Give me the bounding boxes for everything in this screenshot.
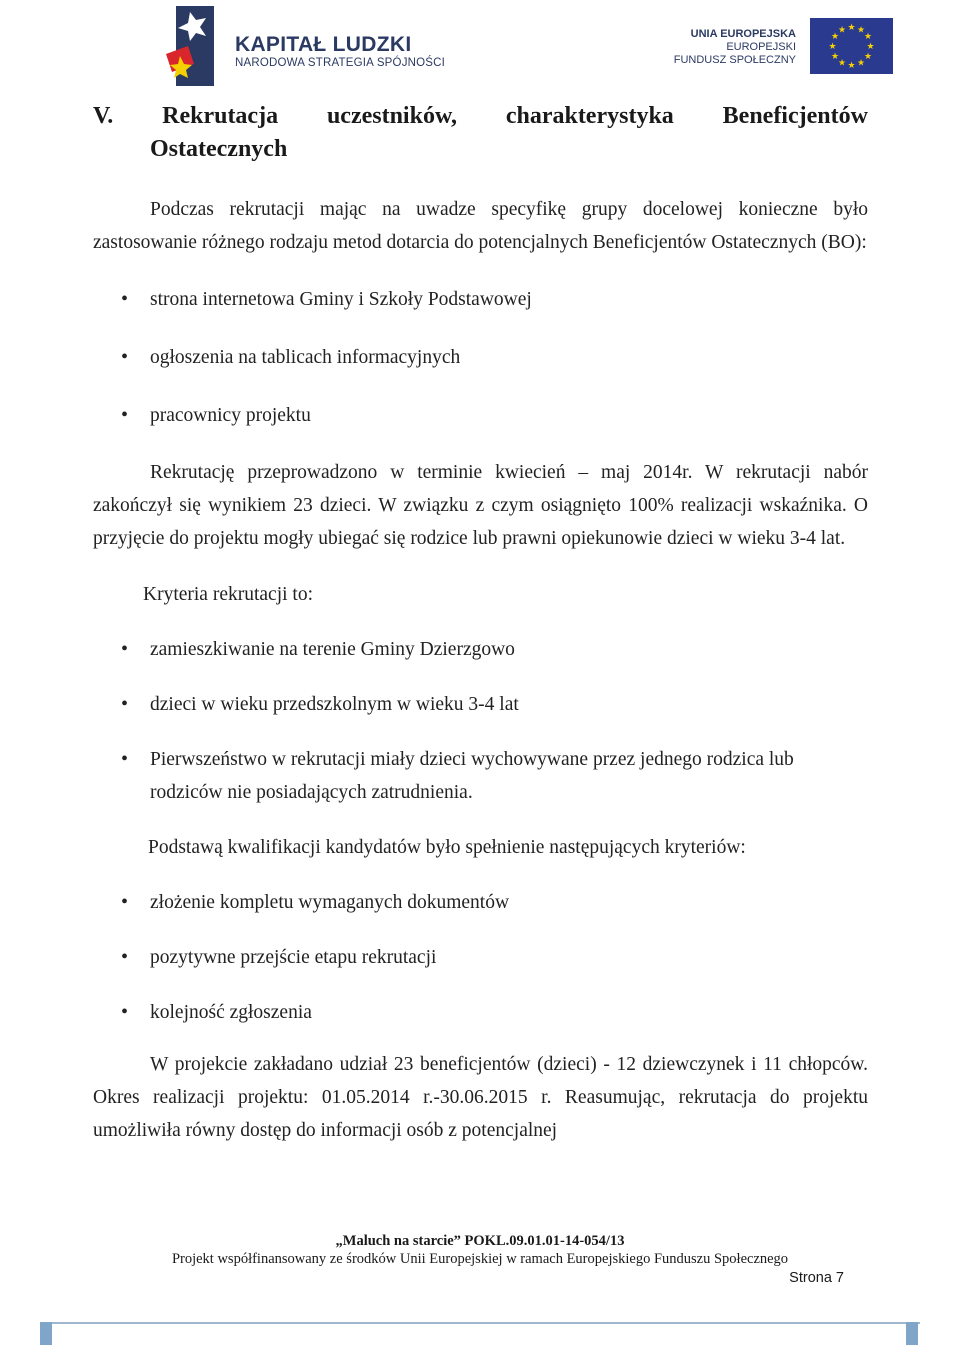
heading-word-3: charakterystyka bbox=[505, 103, 674, 129]
svg-text:★: ★ bbox=[863, 32, 873, 42]
svg-text:★: ★ bbox=[856, 25, 866, 36]
heading-line-2: Ostatecznych bbox=[150, 136, 288, 162]
bottom-border-left-block bbox=[40, 1322, 52, 1345]
eu-wordmark bbox=[674, 28, 796, 67]
paragraph-qualification-intro: Podstawą kwalifikacji kandydatów było spełnienie następujących kryteriów: bbox=[148, 837, 746, 858]
svg-text:★: ★ bbox=[847, 61, 856, 71]
kl-subtitle: NARODOWA STRATEGIA SPÓJNOŚCI bbox=[235, 57, 446, 69]
list-item: • strona internetowa Gminy i Szkoły Podstawowej bbox=[93, 283, 868, 316]
heading-word-2: uczestników, bbox=[326, 103, 457, 129]
criteria-list bbox=[93, 633, 868, 809]
svg-text:★: ★ bbox=[866, 42, 875, 52]
paragraph-recruitment-period: Rekrutację przeprowadzono w terminie kwiecień – maj 2014r. W rekrutacji nabór zakończył się wynikiem 23 dzieci. W związku z czym osiągnięto 100% realizacji wskaźnika. O przyjęcie do projektu mogły ubiegać się rodzice lub prawni opiekunowie dzieci w wieku 3-4 lat. bbox=[93, 462, 868, 549]
list-item: • ogłoszenia na tablicach informacyjnych bbox=[93, 341, 868, 374]
list-item: • pozytywne przejście etapu rekrutacji bbox=[93, 941, 868, 974]
eu-line-1: UNIA EUROPEJSKA bbox=[690, 28, 796, 40]
heading-numeral: V. bbox=[93, 103, 114, 129]
kapital-ludzki-logo bbox=[166, 6, 218, 86]
paragraph-project-summary: W projekcie zakładano udział 23 beneficjentów (dzieci) - 12 dziewczynek i 11 chłopców. Okres realizacji projektu: 01.05.2014 r.-30.06.2015 r. Reasumując, rekrutacja do projektu umożliwiła równy dostęp do informacji osób z potencjalnej bbox=[93, 1054, 868, 1141]
svg-text:★: ★ bbox=[837, 58, 847, 69]
bottom-border bbox=[40, 1322, 920, 1324]
recruitment-methods-list bbox=[93, 283, 868, 432]
list-item: • zamieszkiwanie na terenie Gminy Dzierzgowo bbox=[93, 633, 868, 666]
heading-word-1: Rekrutacja bbox=[162, 103, 279, 129]
heading-word-4: Beneficjentów bbox=[722, 103, 868, 129]
list-item: • kolejność zgłoszenia bbox=[93, 996, 868, 1029]
document-body bbox=[93, 100, 868, 1147]
list-item: • złożenie kompletu wymaganych dokumentów bbox=[93, 886, 868, 919]
paragraph-recruitment-methods: Podczas rekrutacji mając na uwadze specyfikę grupy docelowej konieczne było zastosowanie różnego rodzaju metod dotarcia do potencjalnych Beneficjentów Ostatecznych (BO): bbox=[93, 199, 868, 253]
page-number: Strona 7 bbox=[789, 1270, 844, 1286]
list-item: • dzieci w wieku przedszkolnym w wieku 3-4 lat bbox=[93, 688, 868, 721]
svg-text:★: ★ bbox=[837, 25, 847, 36]
footer-project-name: „Maluch na starcie” POKL.09.01.01-14-054/13 bbox=[335, 1233, 625, 1249]
page-footer bbox=[0, 1232, 960, 1268]
section-heading bbox=[93, 100, 868, 166]
bottom-border-right-block bbox=[906, 1322, 918, 1345]
eu-line-3: FUNDUSZ SPOŁECZNY bbox=[673, 54, 796, 66]
qualification-list bbox=[93, 886, 868, 1029]
eu-line-2: EUROPEJSKI bbox=[726, 41, 796, 53]
eu-flag-icon bbox=[810, 18, 893, 74]
footer-cofinancing-note: Projekt współfinansowany ze środków Unii Europejskiej w ramach Europejskiego Funduszu Społecznego bbox=[171, 1251, 789, 1267]
list-item: • Pierwszeństwo w rekrutacji miały dzieci wychowywane przez jednego rodzica lub rodziców nie posiadających zatrudnienia. bbox=[93, 743, 868, 809]
svg-text:★: ★ bbox=[828, 42, 837, 52]
svg-text:★: ★ bbox=[863, 52, 873, 62]
page-header bbox=[0, 0, 960, 95]
svg-text:★: ★ bbox=[847, 23, 856, 33]
svg-text:★: ★ bbox=[830, 32, 840, 42]
svg-text:★: ★ bbox=[830, 52, 840, 62]
kapital-ludzki-wordmark bbox=[235, 34, 445, 70]
paragraph-criteria-intro: Kryteria rekrutacji to: bbox=[143, 584, 314, 605]
list-item: • pracownicy projektu bbox=[93, 399, 868, 432]
kl-title: KAPITAŁ LUDZKI bbox=[235, 33, 412, 56]
svg-text:★: ★ bbox=[856, 58, 866, 69]
